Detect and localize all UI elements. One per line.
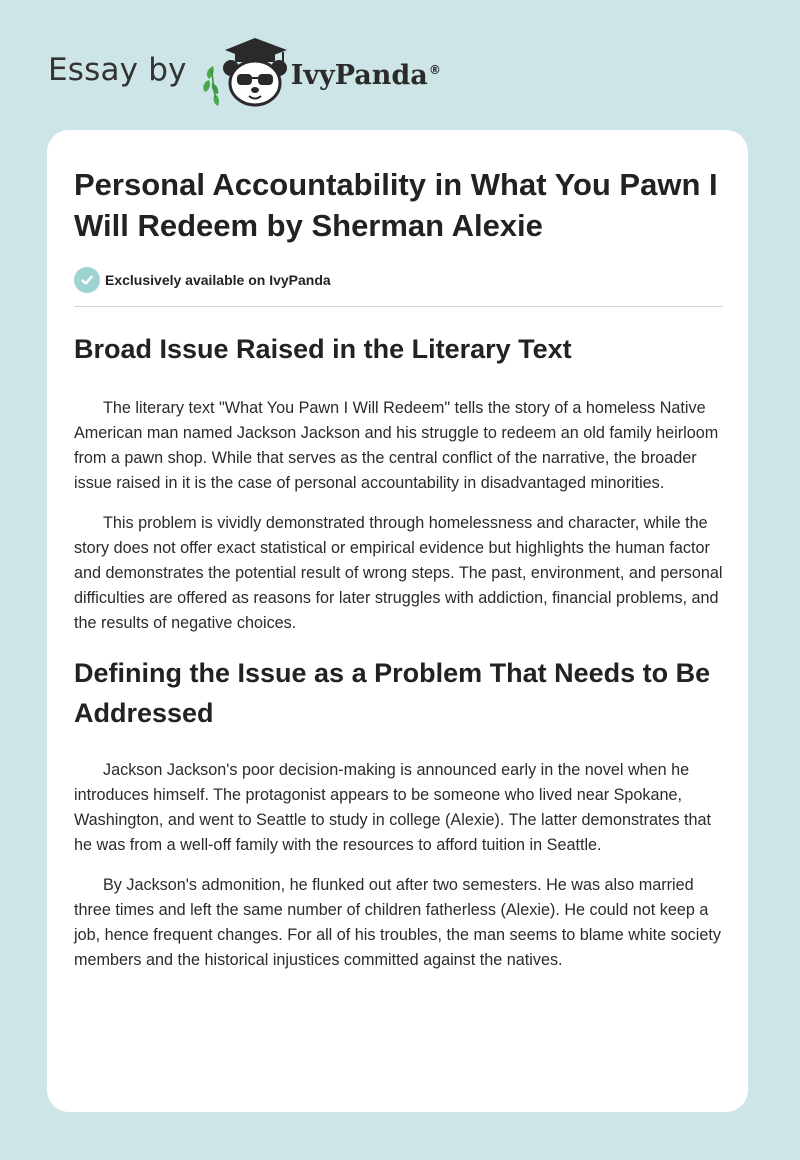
brand-name[interactable] <box>291 60 441 91</box>
essay-by-label: Essay by <box>48 52 187 88</box>
essay-content <box>74 130 726 973</box>
section-body <box>74 758 726 973</box>
paragraph: By Jackson's admonition, he flunked out after two semesters. He was also married three times and left the same number of children fatherless (Alexie). He could not keep a job, hence frequent changes. For all of his troubles, the man seems to blame white society members and the historical injustices committed against the natives. <box>74 876 721 969</box>
brand-name-text: IvyPanda <box>290 59 428 91</box>
exclusive-badge-text: Exclusively available on IvyPanda <box>105 272 331 288</box>
paragraph: The literary text "What You Pawn I Will Redeem" tells the story of a homeless Native American man named Jackson Jackson and his struggle to redeem an old family heirloom from a pawn shop. While that serves as the central conflict of the narrative, the broader issue raised in it is the case of personal accountability in disadvantaged minorities. <box>74 399 719 492</box>
paragraph: This problem is vividly demonstrated through homelessness and character, while the story does not offer exact statistical or empirical evidence but highlights the human factor and demonstrates the potential result of wrong steps. The past, environment, and personal difficulties are offered as reasons for later struggles with addiction, financial problems, and the results of negative choices. <box>74 514 723 632</box>
site-header <box>48 36 441 108</box>
exclusive-badge <box>74 266 726 294</box>
essay-title: Personal Accountability in What You Pawn I Will Redeem by Sherman Alexie <box>74 167 718 243</box>
section-heading: Defining the Issue as a Problem That Needs to Be Addressed <box>74 658 711 728</box>
registered-mark: ® <box>428 62 441 77</box>
section-heading: Broad Issue Raised in the Literary Text <box>74 334 572 364</box>
essay-card <box>47 130 748 1112</box>
section-body <box>74 396 726 636</box>
ivypanda-logo-icon[interactable] <box>199 36 289 108</box>
check-icon <box>74 267 100 293</box>
paragraph: Jackson Jackson's poor decision-making is announced early in the novel when he introduces himself. The protagonist appears to be someone who lived near Spokane, Washington, and went to Seattle to study in college (Alexie). The latter demonstrates that he was from a well-off family with the resources to afford tuition in Seattle. <box>74 761 712 854</box>
divider <box>74 306 723 307</box>
